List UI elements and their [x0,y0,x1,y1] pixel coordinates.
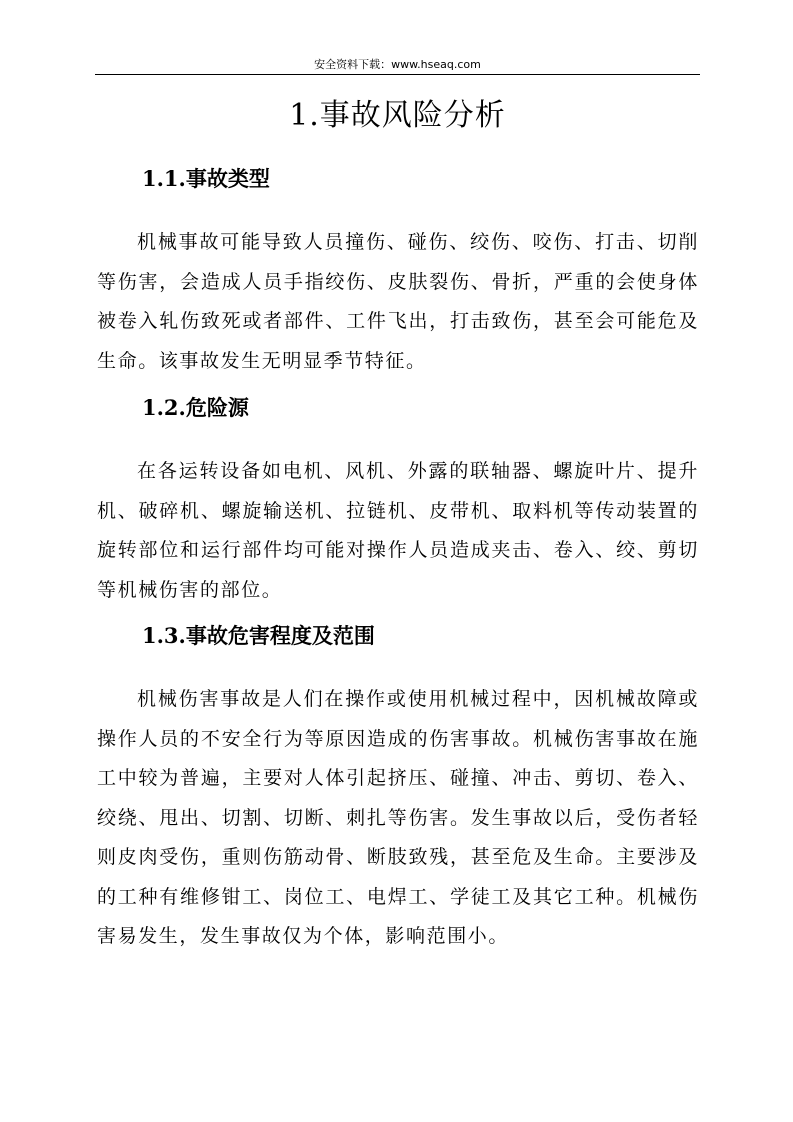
section-body-accident-type: 机械事故可能导致人员撞伤、碰伤、绞伤、咬伤、打击、切削等伤害，会造成人员手指绞伤、皮肤裂伤、骨折，严重的会使身体被卷入轧伤致死或者部件、工件飞出，打击致伤，甚至会可能危及生命。该事故发生无明显季节特征。 [97,231,699,372]
section-body-hazard-source: 在各运转设备如电机、风机、外露的联轴器、螺旋叶片、提升机、破碎机、螺旋输送机、拉链机、皮带机、取料机等传动装置的旋转部位和运行部件均可能对操作人员造成夹击、卷入、绞、剪切等机械伤害的部位。 [97,460,699,601]
section-heading-hazard-source: 1.2.危险源 [142,395,249,420]
page-header: 安全资料下载：www.hseaq.com [314,58,481,71]
section-heading-harm-scope: 1.3.事故危害程度及范围 [142,623,375,648]
header-divider [95,74,700,75]
section-body-harm-scope: 机械伤害事故是人们在操作或使用机械过程中，因机械故障或操作人员的不安全行为等原因造成的伤害事故。机械伤害事故在施工中较为普遍，主要对人体引起挤压、碰撞、冲击、剪切、卷入、绞绕、甩出、切割、切断、刺扎等伤害。发生事故以后，受伤者轻则皮肉受伤，重则伤筋动骨、断肢致残，甚至危及生命。主要涉及的工种有维修钳工、岗位工、电焊工、学徒工及其它工种。机械伤害易发生，发生事故仅为个体，影响范围小。 [97,688,699,947]
page-title: 1.事故风险分析 [289,98,506,133]
section-heading-accident-type: 1.1.事故类型 [142,166,270,191]
